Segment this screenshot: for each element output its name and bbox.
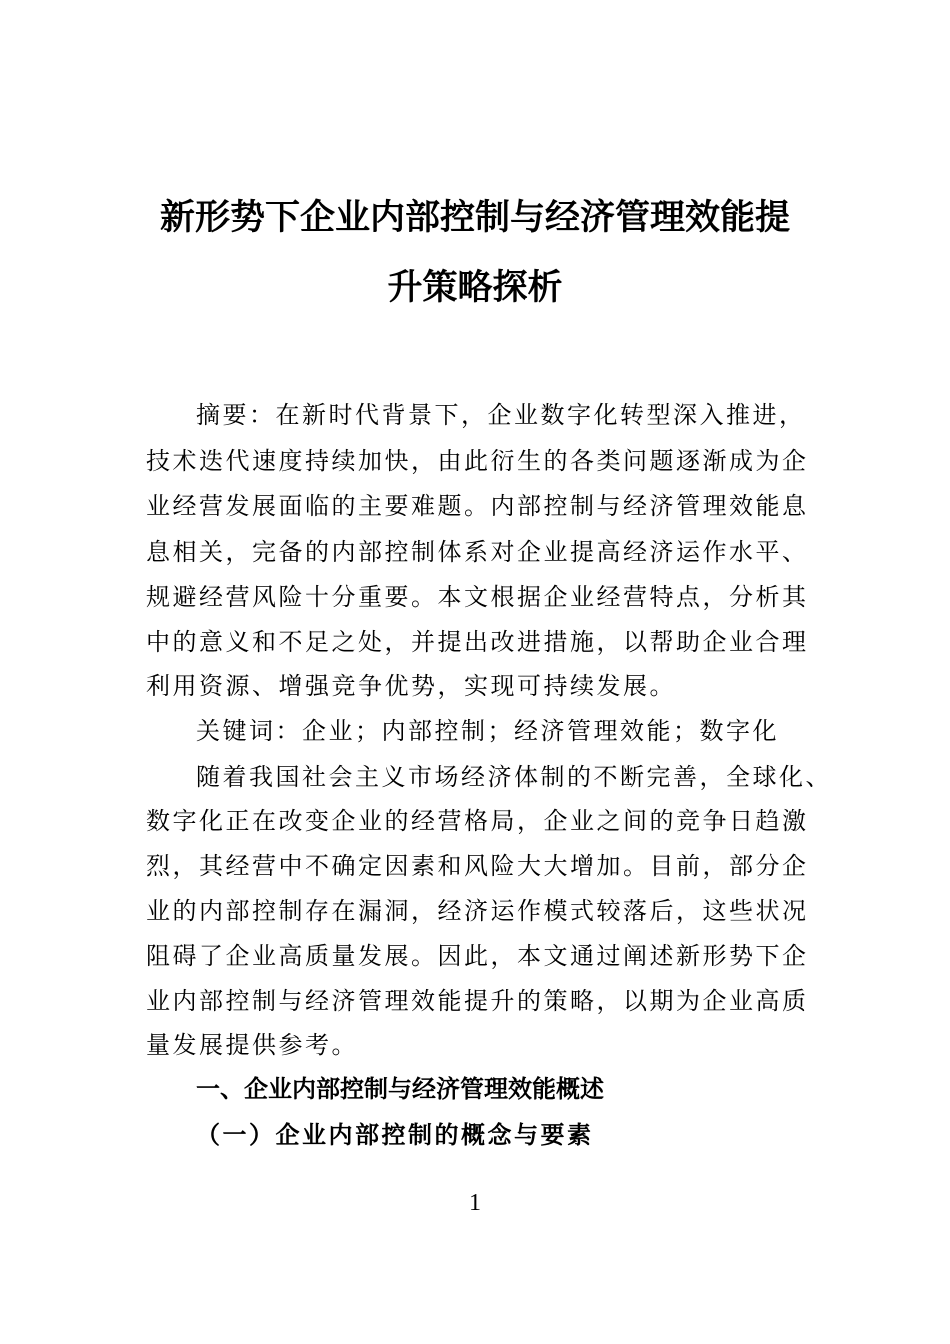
page-number: 1 [469, 1190, 481, 1216]
document-title-line-2: 升策略探析 [387, 267, 563, 308]
intro-line: 烈，其经营中不确定因素和风险大大增加。目前，部分企 [146, 852, 809, 880]
intro-line: 数字化正在改变企业的经营格局，企业之间的竞争日趋激 [146, 807, 809, 835]
document-title-line-1: 新形势下企业内部控制与经济管理效能提 [159, 197, 790, 238]
intro-line: 量发展提供参考。 [146, 1031, 358, 1059]
section-heading: 一、企业内部控制与经济管理效能概述 [196, 1075, 604, 1103]
abstract-line: 摘要：在新时代背景下，企业数字化转型深入推进， [196, 401, 806, 429]
abstract-line: 息相关，完备的内部控制体系对企业提高经济运作水平、 [146, 538, 809, 566]
abstract-line: 技术迭代速度持续加快，由此衍生的各类问题逐渐成为企 [146, 447, 809, 475]
keywords: 关键词：企业；内部控制；经济管理效能；数字化 [196, 717, 779, 745]
abstract-line: 利用资源、增强竞争优势，实现可持续发展。 [146, 672, 676, 700]
intro-line: 业的内部控制存在漏洞，经济运作模式较落后，这些状况 [146, 897, 809, 925]
subsection-heading: （一）企业内部控制的概念与要素 [196, 1120, 594, 1149]
abstract-line: 规避经营风险十分重要。本文根据企业经营特点，分析其 [146, 583, 809, 611]
abstract-line: 业经营发展面临的主要难题。内部控制与经济管理效能息 [146, 492, 809, 520]
intro-line: 业内部控制与经济管理效能提升的策略，以期为企业高质 [146, 987, 809, 1015]
abstract-line: 中的意义和不足之处，并提出改进措施，以帮助企业合理 [146, 628, 809, 656]
intro-line: 随着我国社会主义市场经济体制的不断完善，全球化、 [196, 763, 832, 791]
intro-line: 阻碍了企业高质量发展。因此，本文通过阐述新形势下企 [146, 942, 809, 970]
